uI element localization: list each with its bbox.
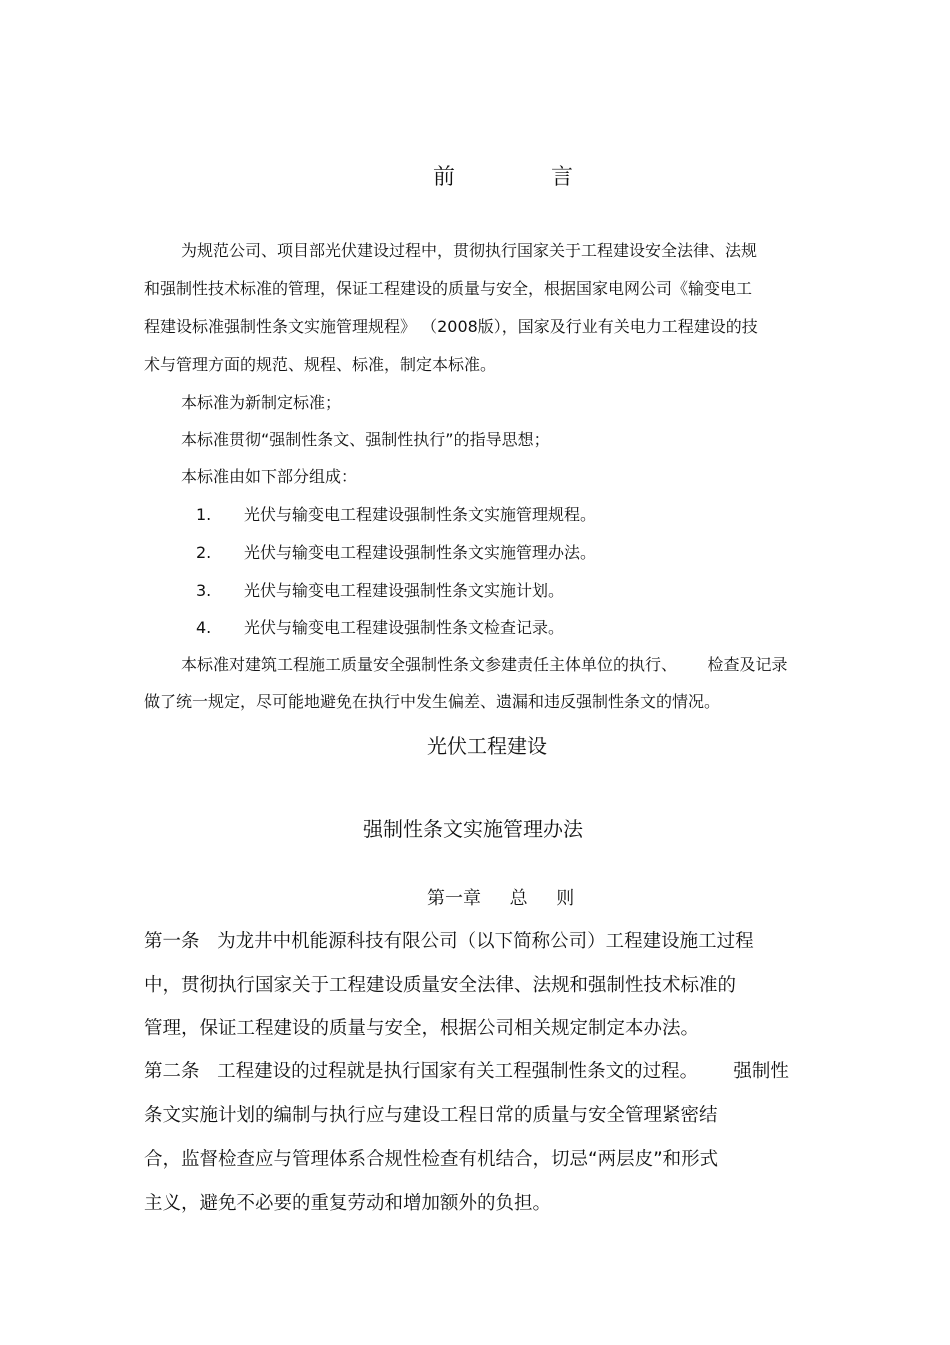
- list-item-text: 光伏与输变电工程建设强制性条文实施计划。: [244, 581, 565, 600]
- article1-line3: 管理，保证工程建设的质量与安全，根据公司相关规定制定本办法。: [144, 1018, 700, 1039]
- preface-para1-line1: 为规范公司、项目部光伏建设过程中，贯彻执行国家关于工程建设安全法律、法规: [181, 241, 758, 260]
- list-item: [196, 540, 596, 563]
- preface-title-right: 言: [551, 165, 574, 190]
- list-item-number: 2.: [196, 543, 212, 562]
- article2-line4: 主义，避免不必要的重复劳动和增加额外的负担。: [144, 1193, 552, 1214]
- article2-line2: 条文实施计划的编制与执行应与建设工程日常的质量与安全管理紧密结: [144, 1105, 718, 1126]
- doc-heading-1: 光伏工程建设: [427, 734, 547, 758]
- preface-para1-line2: 和强制性技术标准的管理，保证工程建设的质量与安全，根据国家电网公司《输变电工: [144, 279, 753, 298]
- preface-title: [433, 160, 574, 191]
- article2-line1: 第二条 工程建设的过程就是执行国家有关工程强制性条文的过程。 强制性: [144, 1061, 789, 1082]
- list-item-text: 光伏与输变电工程建设强制性条文实施管理办法。: [244, 543, 597, 562]
- list-item: [196, 502, 596, 525]
- preface-para1-line3: 程建设标准强制性条文实施管理规程》 （2008版），国家及行业有关电力工程建设的技: [144, 317, 758, 336]
- article1-line1: 第一条 为龙井中机能源科技有限公司（以下简称公司）工程建设施工过程: [144, 931, 754, 952]
- preface-line-parts: 本标准由如下部分组成：: [181, 467, 358, 486]
- preface-line-idea: 本标准贯彻“强制性条文、强制性执行”的指导思想；: [181, 430, 550, 449]
- list-item-text: 光伏与输变电工程建设强制性条文检查记录。: [244, 618, 565, 637]
- article1-line2: 中，贯彻执行国家关于工程建设质量安全法律、法规和强制性技术标准的: [144, 975, 737, 996]
- preface-para1-line4: 术与管理方面的规范、规程、标准，制定本标准。: [144, 355, 497, 374]
- list-item: [196, 578, 564, 601]
- article2-line3: 合，监督检查应与管理体系合规性检查有机结合，切忌“两层皮”和形式: [144, 1149, 719, 1170]
- preface-closing-line1: 本标准对建筑工程施工质量安全强制性条文参建责任主体单位的执行、 检查及记录: [181, 655, 788, 674]
- doc-heading-2: 强制性条文实施管理办法: [363, 817, 583, 841]
- preface-closing-line2: 做了统一规定，尽可能地避免在执行中发生偏差、遗漏和违反强制性条文的情况。: [144, 692, 721, 711]
- preface-line-new: 本标准为新制定标准；: [181, 393, 342, 412]
- list-item-number: 3.: [196, 581, 212, 600]
- list-item-number: 4.: [196, 618, 212, 637]
- list-item-number: 1.: [196, 505, 212, 524]
- chapter-heading: 第一章 总 则: [427, 888, 575, 909]
- list-item: [196, 615, 564, 638]
- preface-title-left: 前: [433, 165, 456, 190]
- list-item-text: 光伏与输变电工程建设强制性条文实施管理规程。: [244, 505, 597, 524]
